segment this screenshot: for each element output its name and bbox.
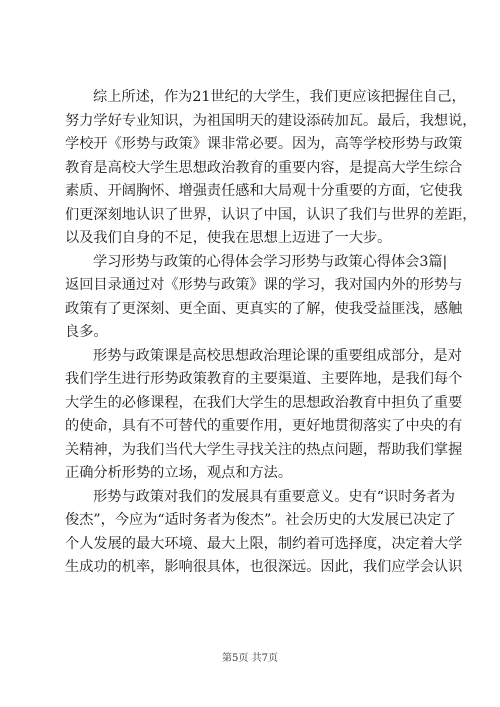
document-body <box>65 86 477 580</box>
text-line: 综上所述，作为21世纪的大学生，我们更应该把握住自己， <box>93 89 466 105</box>
text-line: 政策有了更深刻、更全面、更真实的了解，使我受益匪浅，感触 <box>65 300 463 317</box>
text-line: 我们学生进行形势政策教育的主要渠道、主要阵地，是我们每个 <box>65 371 463 387</box>
text-line: 学校开《形势与政策》课非常必要。因为，高等学校形势与政策 <box>65 136 463 152</box>
text-line: 生成功的机率，影响很具体，也很深远。因此，我们应学会认识 <box>65 559 463 575</box>
text-line: 素质、开阔胸怀、增强责任感和大局观十分重要的方面，它使我 <box>65 183 463 199</box>
page-footer: 第5页 共7页 <box>222 653 278 664</box>
text-line: 形势与政策课是高校思想政治理论课的重要组成部分，是对 <box>93 347 462 364</box>
text-line: 俊杰”，今应为“适时务者为俊杰”。社会历史的大发展已决定了 <box>65 512 456 528</box>
text-line: 的使命，具有不可替代的重要作用，更好地贯彻落实了中央的有 <box>65 418 463 434</box>
text-line: 形势与政策对我们的发展具有重要意义。史有“识时务者为 <box>93 488 455 505</box>
text-line: 良多。 <box>65 324 108 340</box>
text-line: 返回目录通过对《形势与政策》课的学习，我对国内外的形势与 <box>65 277 463 293</box>
text-line: 正确分析形势的立场，观点和方法。 <box>65 465 293 481</box>
text-line: 学习形势与政策的心得体会学习形势与政策心得体会3篇| <box>93 253 448 270</box>
text-line: 个人发展的最大环境、最大上限，制约着可选择度，决定着大学 <box>65 535 463 552</box>
text-line: 大学生的必修课程，在我们大学生的思想政治教育中担负了重要 <box>65 394 463 411</box>
text-line: 教育是高校大学生思想政治教育的重要内容，是提高大学生综合 <box>65 159 463 176</box>
text-line: 们更深刻地认识了世界，认识了中国，认识了我们与世界的差距， <box>65 206 477 223</box>
text-line: 努力学好专业知识，为祖国明天的建设添砖加瓦。最后，我想说， <box>65 112 477 129</box>
text-line: 关精神，为我们当代大学生寻找关注的热点问题，帮助我们掌握 <box>65 441 463 458</box>
text-line: 以及我们自身的不足，使我在思想上迈进了一大步。 <box>65 230 392 246</box>
